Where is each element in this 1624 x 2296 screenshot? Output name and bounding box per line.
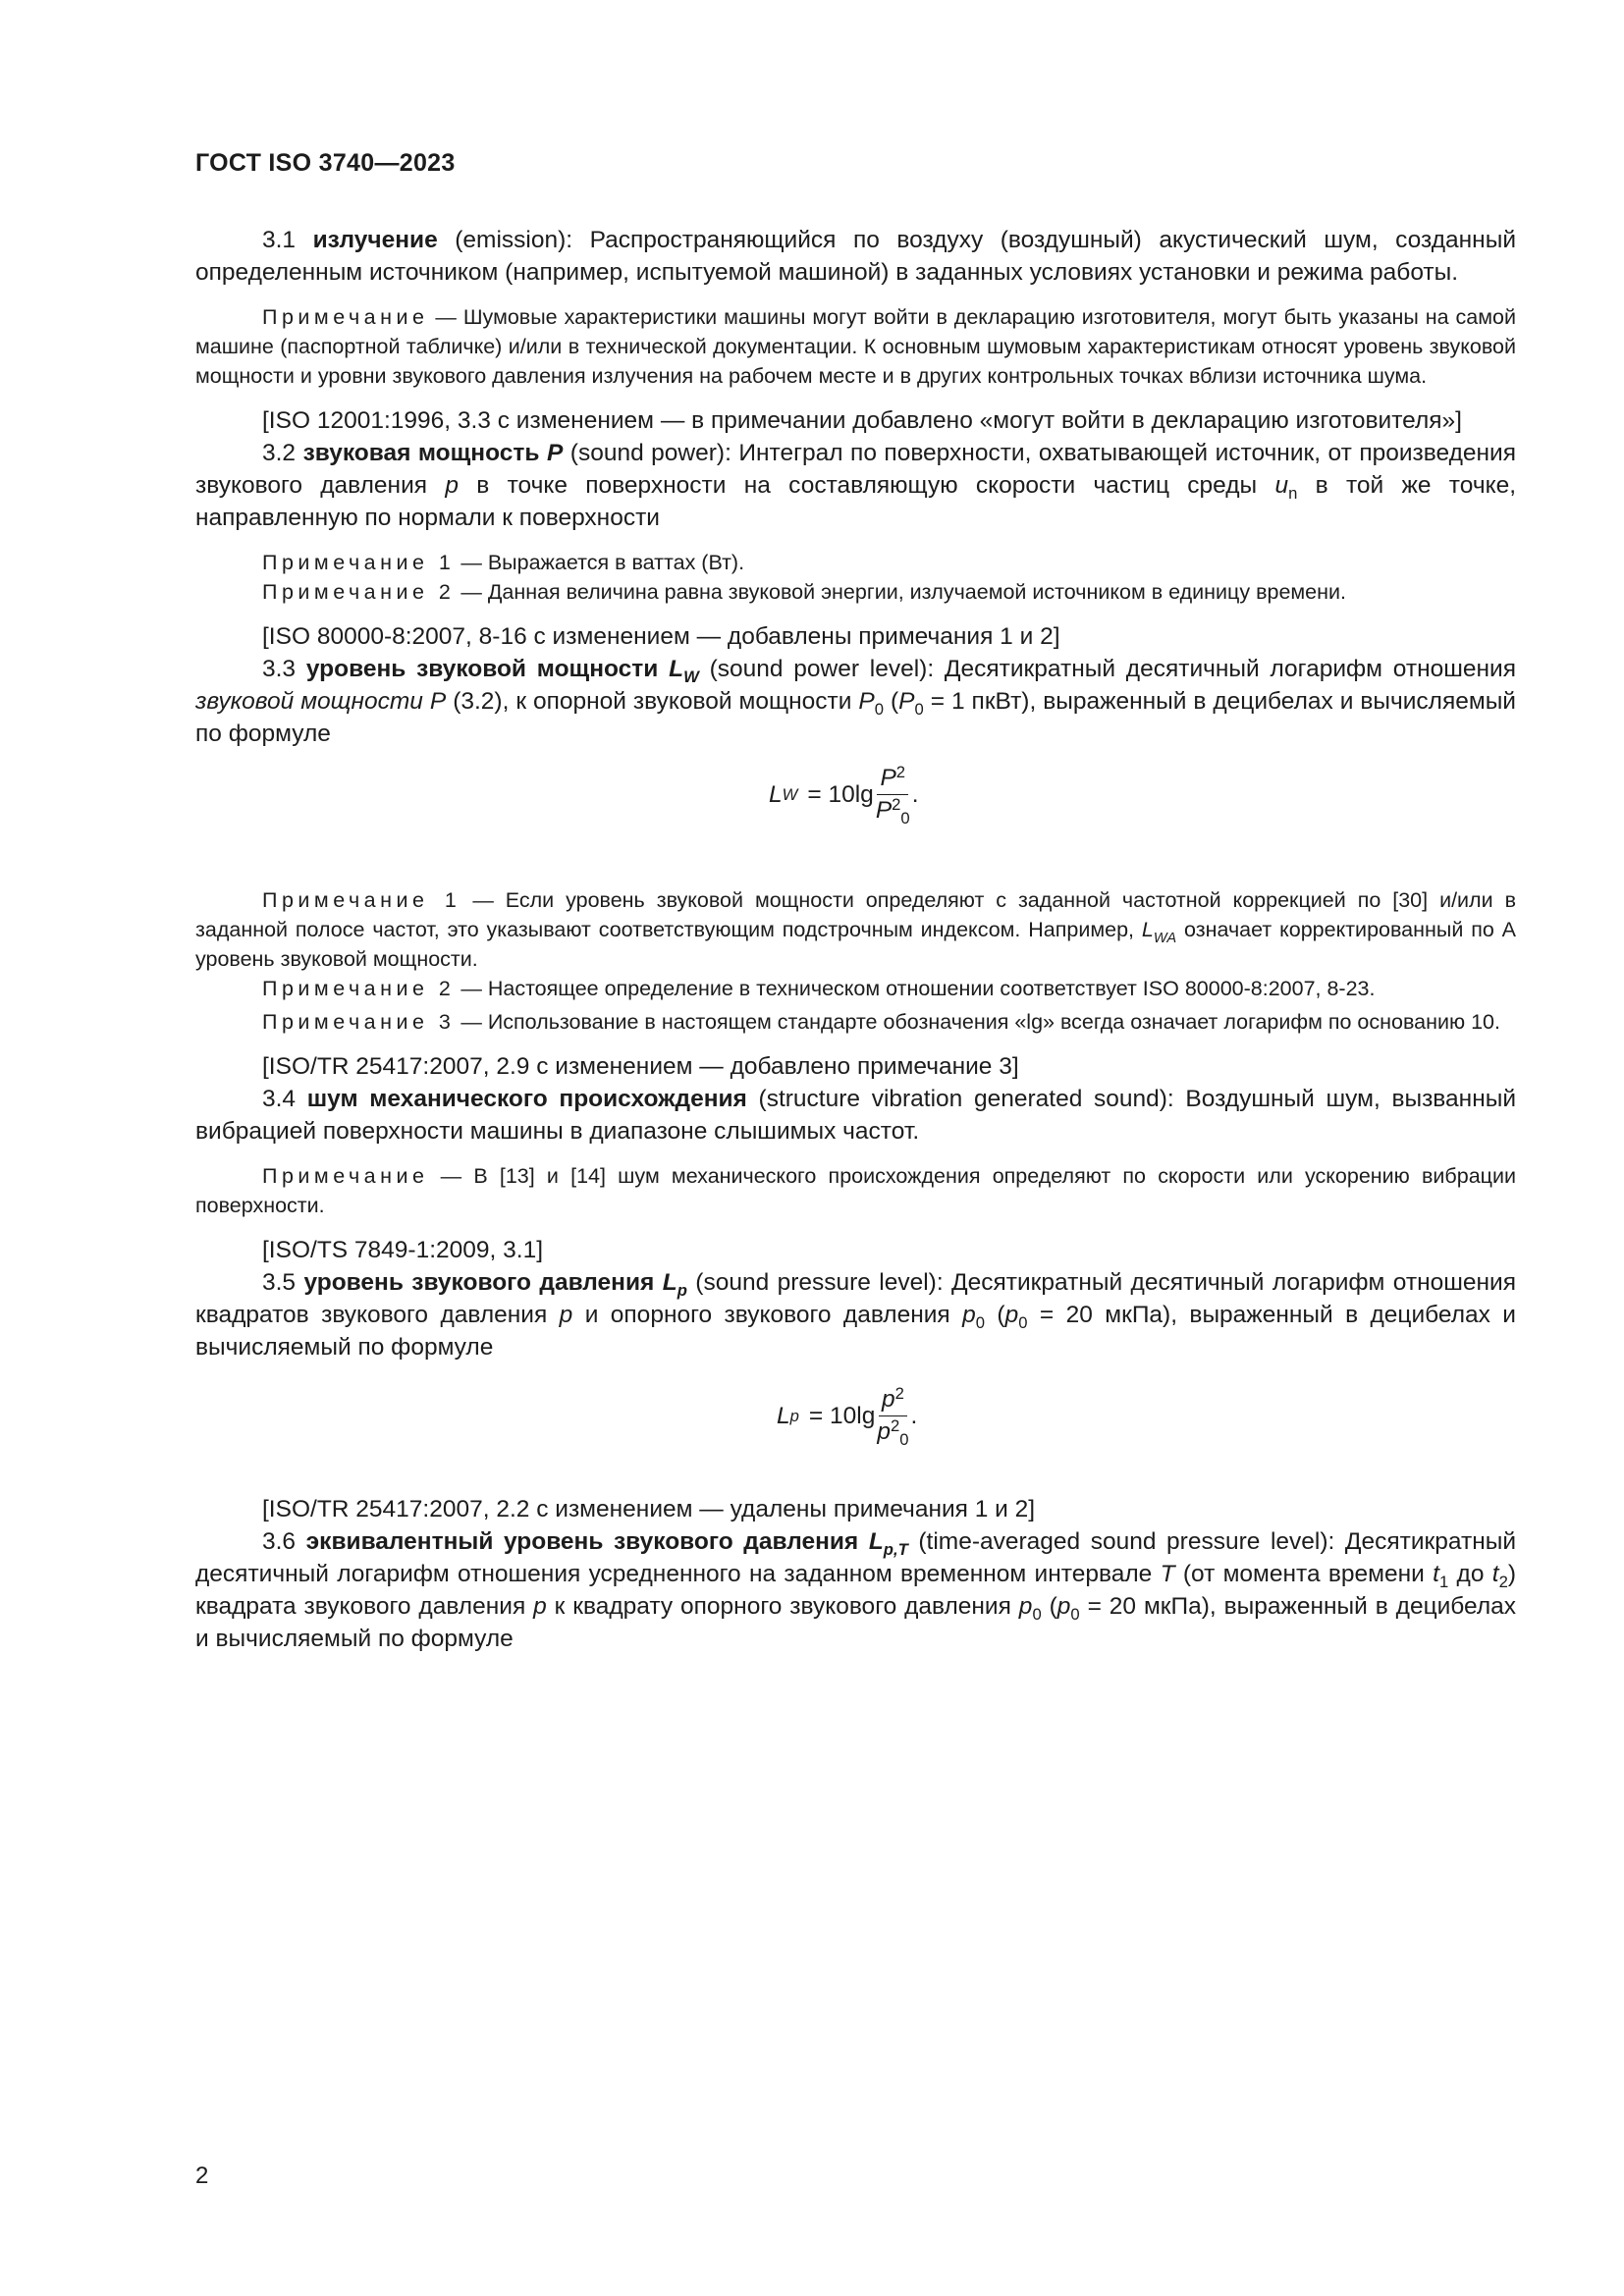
- term: уровень звукового давления: [303, 1269, 655, 1296]
- document-body: [195, 224, 1516, 1655]
- note-label: Примечание 3: [262, 1010, 456, 1034]
- definition-3-2: 3.2 звуковая мощность P (sound power): Интеграл по поверхности, охватывающей источник, от произведения звукового давления p в точке поверхности на составляющую скорости частиц среды $u_n$ в той же точке, направленную по нормали к поверхности: [195, 440, 1517, 531]
- note-label: Примечание 1: [262, 888, 461, 912]
- note-3-4: Примечание — В [13] и [14] шум механического происхождения определяют по скорости или ускорению вибрации поверхности.: [195, 1164, 1516, 1217]
- note-label: Примечание 2: [262, 977, 456, 1000]
- reference-3-2: [ISO 80000-8:2007, 8-16 с изменением — добавлены примечания 1 и 2]: [262, 623, 1060, 650]
- definition-3-6: 3.6 эквивалентный уровень звукового давления $L_{p,T}$ (time-averaged sound pressure level): Десятикратный десятичный логарифм отношения усредненного на заданном временном интервале T (от момента времени $t_1$ до $t_2$) квадрата звукового давления p к квадрату опорного звукового давления $p_0$ ($p_0 = 20$ мкПа), выраженный в децибелах и вычисляемый по формуле: [195, 1528, 1517, 1652]
- reference-3-5: [ISO/TR 25417:2007, 2.2 с изменением — удалены примечания 1 и 2]: [262, 1496, 1036, 1522]
- formula-sound-power-level: L W = 10lg $\frac{P^2}{P^2_0}$ .: [769, 763, 919, 828]
- note-3-2-1: Примечание 1 — Выражается в ваттах (Вт).: [262, 551, 745, 574]
- term: излучение: [312, 227, 438, 253]
- term: эквивалентный уровень звукового давления: [305, 1528, 859, 1555]
- note-3-3-2: Примечание 2 — Настоящее определение в техническом отношении соответствует ISO 80000-8:2007, 8-23.: [262, 977, 1376, 1000]
- note-label: Примечание: [262, 305, 429, 329]
- note-label: Примечание 2: [262, 580, 456, 604]
- definition-3-4: 3.4 шум механического происхождения (structure vibration generated sound): Воздушный шум, вызванный вибрацией поверхности машины в диапазоне слышимых частот.: [195, 1086, 1517, 1145]
- term: шум механического происхождения: [306, 1086, 747, 1112]
- page-number: 2: [195, 2163, 209, 2189]
- definition-3-5: 3.5 уровень звукового давления $L_p$ (sound pressure level): Десятикратный десятичный логарифм отношения квадратов звукового давления p и опорного звукового давления $p_0$ ($p_0 = 20$ мкПа), выраженный в децибелах и вычисляемый по формуле: [195, 1269, 1516, 1361]
- definition-3-1: 3.1 излучение (emission): Распространяющийся по воздуху (воздушный) акустический шум, созданный определенным источником (например, испытуемой машиной) в заданных условиях установки и режима работы.: [195, 227, 1517, 286]
- note-3-2-2: Примечание 2 — Данная величина равна звуковой энергии, излучаемой источником в единицу времени.: [262, 580, 1346, 604]
- note-3-3-3: Примечание 3 — Использование в настоящем стандарте обозначения «lg» всегда означает логарифм по основанию 10.: [262, 1010, 1500, 1034]
- formula-sound-pressure-level: L p = 10lg $\frac{p^2}{p^2_0}$ .: [777, 1384, 918, 1449]
- reference-3-4: [ISO/TS 7849-1:2009, 3.1]: [262, 1237, 544, 1263]
- note-label: Примечание 1: [262, 551, 456, 574]
- reference-3-1: [ISO 12001:1996, 3.3 с изменением — в примечании добавлено «могут войти в декларацию изготовителя»]: [262, 407, 1462, 434]
- definition-3-3: 3.3 уровень звуковой мощности $L_W$ (sound power level): Десятикратный десятичный логарифм отношения звуковой мощности P (3.2), к опорной звуковой мощности $P_0$ ($P_0 = 1$ пкВт), выраженный в децибелах и вычисляемый по формуле: [195, 656, 1517, 747]
- document-header: ГОСТ ISO 3740—2023: [195, 149, 456, 177]
- note-3-1: Примечание — Шумовые характеристики машины могут войти в декларацию изготовителя, могут быть указаны на самой машине (паспортной табличке) и/или в технической документации. К основным шумовым характеристикам относят уровень звуковой мощности и уровни звукового давления излучения на рабочем месте и в других контрольных точках вблизи источника шума.: [195, 305, 1516, 388]
- reference-3-3: [ISO/TR 25417:2007, 2.9 с изменением — добавлено примечание 3]: [262, 1053, 1019, 1080]
- term: уровень звуковой мощности: [305, 656, 659, 682]
- term: звуковая мощность: [302, 440, 540, 466]
- note-3-3-1: Примечание 1 — Если уровень звуковой мощности определяют с заданной частотной коррекцией по [30] и/или в заданной полосе частот, это указывают соответствующим подстрочным индексом. Например, $L_{WA}$ означает корректированный по A уровень звуковой мощности.: [195, 888, 1516, 971]
- note-label: Примечание: [262, 1164, 429, 1188]
